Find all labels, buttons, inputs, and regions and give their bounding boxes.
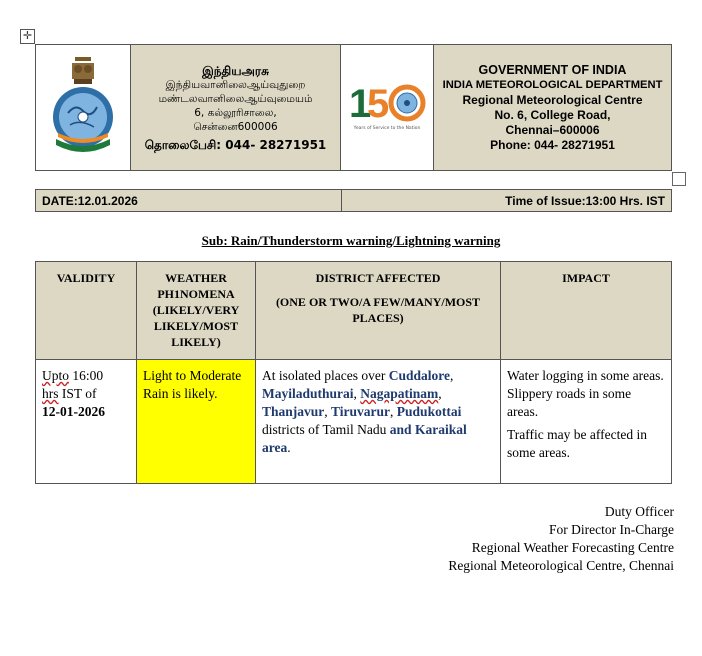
warning-subject: Sub: Rain/Thunderstorm warning/Lightning warning (201, 233, 501, 248)
validity-time: 16:00 (72, 368, 104, 383)
district-nagapatinam: Nagapatinam (360, 386, 439, 401)
validity-upto: Upto (42, 368, 69, 383)
impact-cell (501, 360, 672, 484)
tamil-line-1: இந்தியஅரசு (202, 63, 269, 78)
table-header-row (36, 262, 672, 360)
impact-2: Slippery roads in some areas. (507, 386, 632, 419)
header-district-title: DISTRICT AFFECTED (315, 271, 441, 285)
english-line-3: Regional Meteorological Centre (462, 92, 643, 107)
letterhead-table (35, 44, 672, 171)
tamil-line-5: சென்னை600006 (193, 120, 278, 133)
imd-emblem-cell (36, 45, 131, 171)
validity-ist: IST of (61, 386, 97, 401)
tamil-address-cell (131, 45, 341, 171)
tamil-line-4: 6, கல்லூரிசாலை, (194, 106, 277, 119)
tamil-phone: தொலைபேசி: 044- 28271951 (144, 137, 327, 152)
date-row (35, 189, 672, 212)
district-and: and (389, 422, 412, 437)
table-row (36, 360, 672, 484)
district-cuddalore: Cuddalore (388, 368, 450, 383)
signature-line-3: Regional Weather Forecasting Centre (471, 540, 674, 555)
logo-1: 1 (349, 82, 372, 126)
district-thanjavur: Thanjavur (262, 404, 325, 419)
validity-hrs: hrs (42, 386, 59, 401)
english-line-5: Chennai–600006 (505, 122, 600, 137)
validity-date: 12-01-2026 (42, 404, 105, 419)
warning-table (35, 261, 672, 484)
table-move-handle[interactable]: ✛ (20, 29, 35, 44)
phenomena-cell (137, 360, 256, 484)
english-line-2: INDIA METEOROLOGICAL DEPARTMENT (442, 78, 663, 91)
district-prefix: At isolated places over (262, 368, 389, 383)
header-impact: IMPACT (501, 262, 672, 360)
signature-line-1: Duty Officer (604, 504, 674, 519)
phenomena-text: Light to Moderate Rain is likely. (143, 368, 242, 401)
issue-time: Time of Issue:13:00 Hrs. IST (342, 190, 672, 212)
signature-block (448, 503, 674, 575)
header-district (256, 262, 501, 360)
imd-150-years-logo-icon (347, 75, 427, 135)
district-cell: At isolated places over Cuddalore, Mayiladuthurai, Nagapatinam, Thanjavur, Tiruvarur, Pudukottai districts of Tamil Nadu and Karaikal area. (256, 360, 501, 484)
impact-1: Water logging in some areas. (507, 368, 664, 383)
header-phenomena (137, 262, 256, 360)
issue-date: DATE:12.01.2026 (36, 190, 342, 212)
english-line-4: No. 6, College Road, (494, 107, 611, 122)
logo-150-cell (341, 45, 434, 171)
english-phone: Phone: 044- 28271951 (490, 137, 615, 152)
district-pudukottai: Pudukottai (396, 404, 462, 419)
signature-line-4: Regional Meteorological Centre, Chennai (448, 558, 674, 573)
tamil-line-2: இந்தியவானிலைஆய்வுதுறை (165, 78, 306, 91)
logo-tagline: Years of Service to the Nation (353, 126, 421, 131)
district-tiruvarur: Tiruvarur (331, 404, 391, 419)
tamil-line-3: மண்டலவானிலைஆய்வுமையம் (158, 92, 313, 105)
header-phenomena-text: WEATHER PH1NOMENA (LIKELY/VERY LIKELY/MOST LIKELY) (152, 271, 240, 349)
header-validity: VALIDITY (36, 262, 137, 360)
english-address-cell (434, 45, 672, 171)
validity-cell (36, 360, 137, 484)
logo-5: 5 (367, 82, 390, 126)
district-karaikal: Karaikal area (262, 422, 467, 455)
district-middle: districts of Tamil Nadu (262, 422, 390, 437)
imd-emblem-icon (50, 55, 116, 155)
english-line-1: GOVERNMENT OF INDIA (478, 62, 627, 77)
impact-3: Traffic may be affected in some areas. (507, 427, 647, 460)
district-mayiladuthurai: Mayiladuthurai (262, 386, 354, 401)
table-resize-handle[interactable] (672, 172, 686, 186)
signature-line-2: For Director In-Charge (549, 522, 674, 537)
header-district-subtitle: (ONE OR TWO/A FEW/MANY/MOST PLACES) (275, 295, 481, 325)
